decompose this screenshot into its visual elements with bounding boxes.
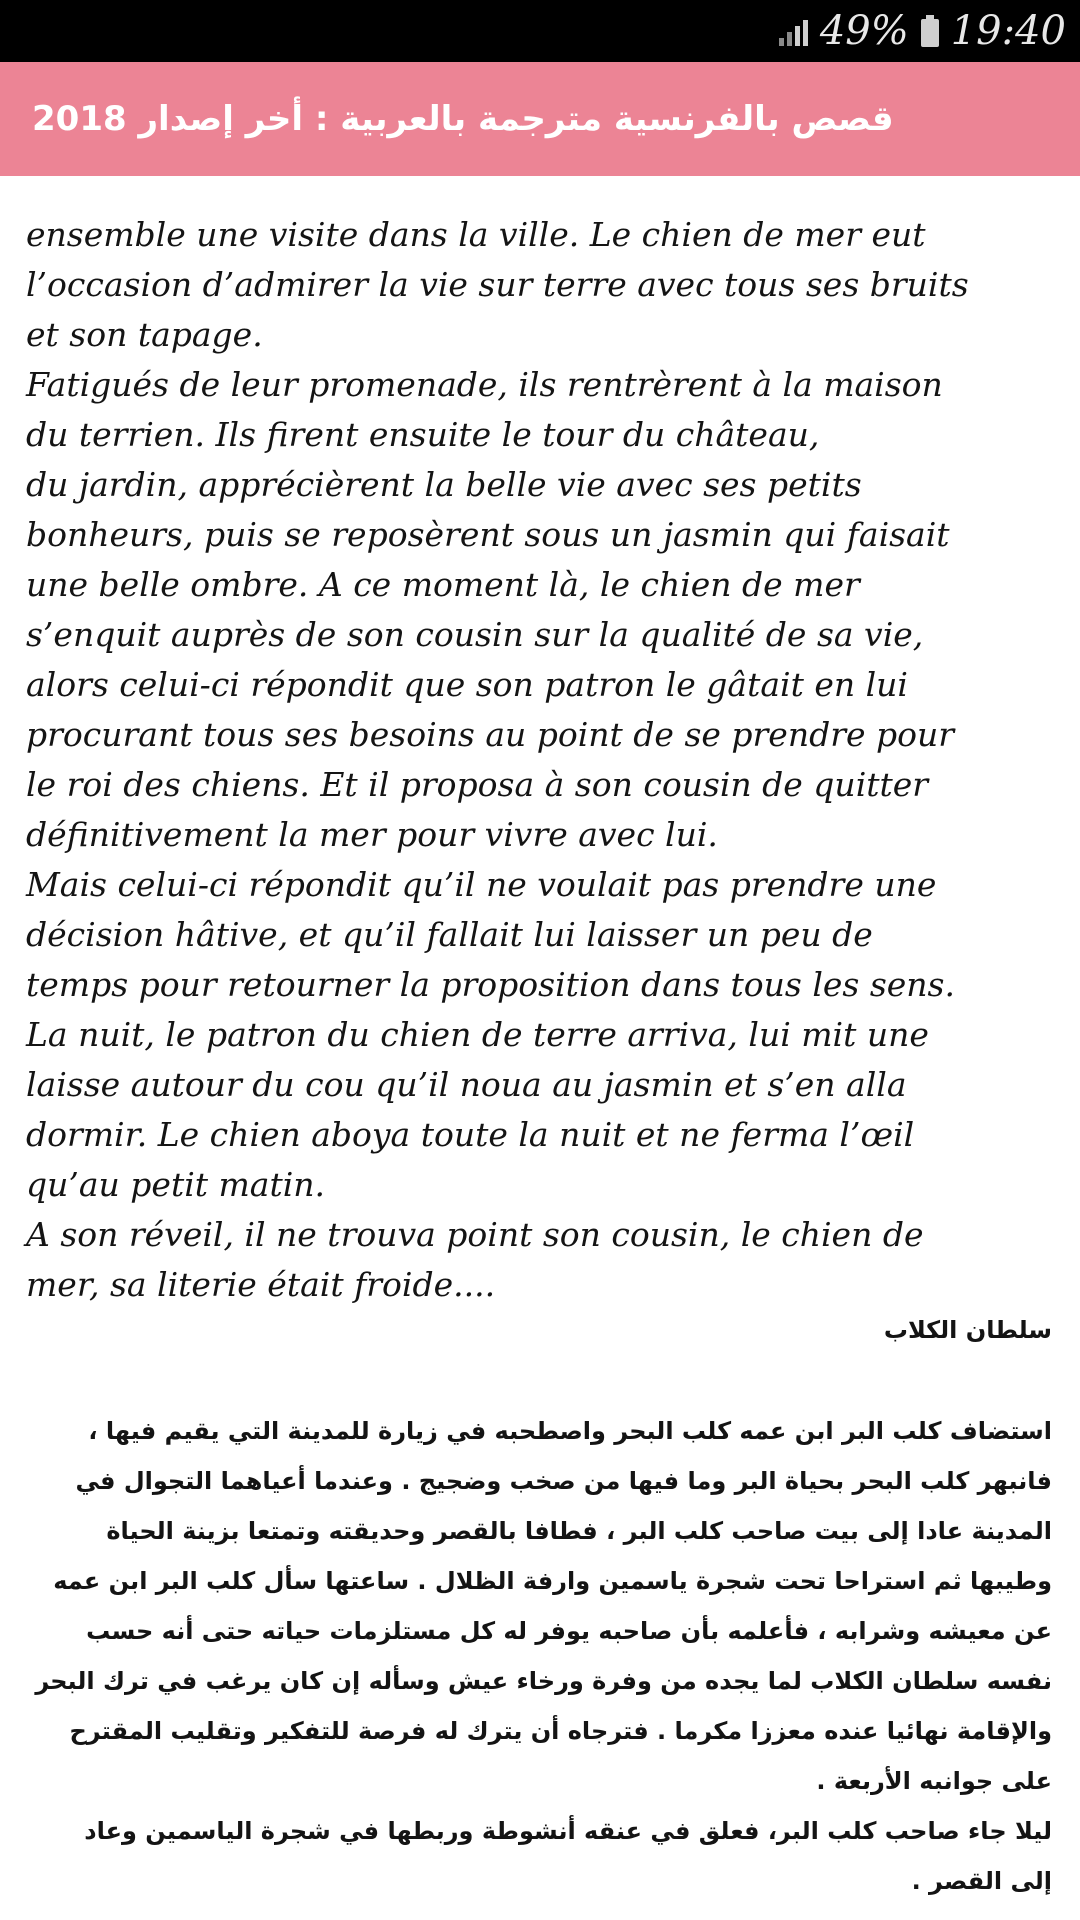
arabic-line: نفسه سلطان الكلاب لما يجده من وفرة ورخاء عيش وسأله إن كان يرغب في ترك البحر [35,1667,1052,1695]
arabic-story-title: سلطان الكلاب [883,1316,1052,1344]
french-line: du jardin, apprécièrent la belle vie avec ses petits [26,465,862,504]
french-line: La nuit, le patron du chien de terre arriva, lui mit une [26,1015,929,1054]
french-line: Fatigués de leur promenade, ils rentrèrent à la maison [26,365,943,404]
french-line: s’enquit auprès de son cousin sur la qualité de sa vie, [26,615,924,654]
arabic-line: المدينة عادا إلى بيت صاحب كلب البر ، فطافا بالقصر وحديقته وتمتعا بزينة الحياة [106,1517,1052,1545]
french-line: bonheurs, puis se reposèrent sous un jasmin qui faisait [26,515,950,554]
french-story [26,210,1066,1310]
app-bar [0,62,1080,176]
french-line: et son tapage. [26,315,263,354]
french-line: procurant tous ses besoins au point de se prendre pour [26,715,955,754]
arabic-line: وطيبها ثم استراحا تحت شجرة ياسمين وارفة الظلال . ساعتها سأل كلب البر ابن عمه [53,1567,1052,1595]
french-line: A son réveil, il ne trouva point son cousin, le chien de [26,1215,924,1254]
french-line: Mais celui-ci répondit qu’il ne voulait pas prendre une [26,865,937,904]
arabic-story [12,1406,1052,1906]
arabic-line: على جوانبه الأربعة . [816,1767,1052,1795]
french-line: temps pour retourner la proposition dans tous les sens. [26,965,955,1004]
battery-percent: 49% [819,8,909,54]
french-line: mer, sa literie était froide.... [26,1265,496,1304]
app-title: قصص بالفرنسية مترجمة بالعربية : أخر إصدار 2018 [32,99,894,139]
french-line: l’occasion d’admirer la vie sur terre avec tous ses bruits [26,265,969,304]
battery-icon [921,15,939,47]
french-line: une belle ombre. A ce moment là, le chien de mer [26,565,860,604]
french-line: décision hâtive, et qu’il fallait lui laisser un peu de [26,915,873,954]
status-bar [0,0,1080,62]
arabic-line: استضاف كلب البر ابن عمه كلب البحر واصطحبه في زيارة للمدينة التي يقيم فيها ، [88,1417,1052,1445]
arabic-line: عن معيشه وشرابه ، فأعلمه بأن صاحبه يوفر له كل مستلزمات حياته حتى أنه حسب [86,1617,1052,1645]
french-line: laisse autour du cou qu’il noua au jasmin et s’en alla [26,1065,907,1104]
french-line: dormir. Le chien aboya toute la nuit et ne ferma l’œil [26,1115,915,1154]
french-line: le roi des chiens. Et il proposa à son cousin de quitter [26,765,929,804]
status-indicators [779,0,1066,62]
arabic-line: فانبهر كلب البحر بحياة البر وما فيها من صخب وضجيج . وعندما أعياهما التجوال في [75,1467,1052,1495]
french-line: qu’au petit matin. [26,1165,326,1204]
french-line: définitivement la mer pour vivre avec lui. [26,815,718,854]
signal-icon [779,16,808,46]
french-line: ensemble une visite dans la ville. Le chien de mer eut [26,215,926,254]
french-line: du terrien. Ils firent ensuite le tour du château, [26,415,820,454]
arabic-line: ليلا جاء صاحب كلب البر، فعلق في عنقه أنشوطة وربطها في شجرة الياسمين وعاد [84,1817,1052,1845]
french-line: alors celui-ci répondit que son patron le gâtait en lui [26,665,908,704]
story-content[interactable] [0,176,1080,1920]
clock: 19:40 [950,8,1066,54]
arabic-line: والإقامة نهائيا عنده معززا مكرما . فترجاه أن يترك له فرصة للتفكير وتقليب المقترح [69,1717,1052,1745]
arabic-line: إلى القصر . [911,1867,1052,1895]
